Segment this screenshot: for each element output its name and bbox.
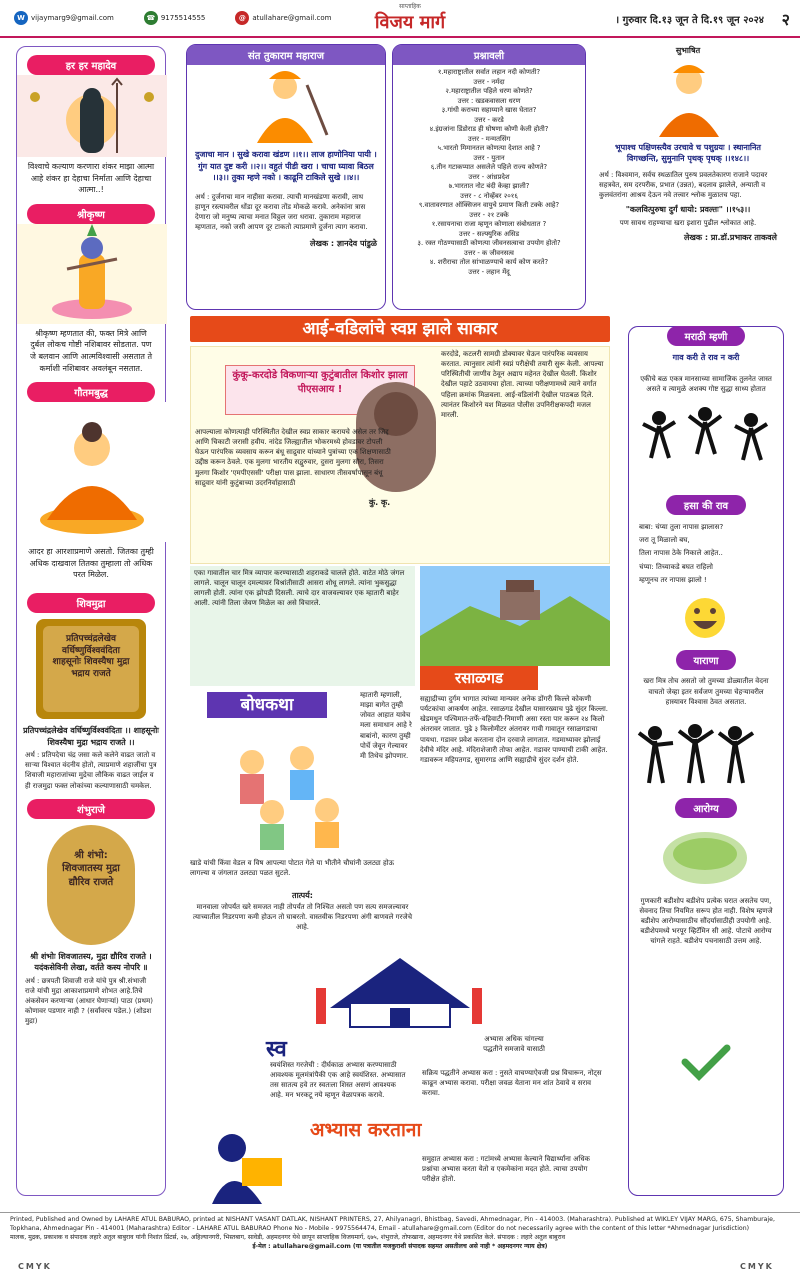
shambhuraje-seal: श्री शंभो: शिवजातस्य मुद्रा द्यौरिव राजते — [47, 825, 135, 945]
feature-col2: करदोडे, कटलरी सामग्री डोक्यावर घेऊन पारंपरिक व्यवसाय करतात. त्यानुसार त्यांनी स्वप्नं परीक्षेची तयारी सुरू केली. आपल्या परिस्थितीची जाणीव ठेवून अद्याप महेनत देखील घेतली. किशोर देखील पहाटे उठवायचा होता. त्याच्या परीक्षणामध्ये त्याने वर्गात पहिला क्रमांक मिळवला. आई-वडिलांनी देखील पाठबळ दिले. त्यानंतर किशोरने यश मिळवत पोलीस उपनिरीक्षकपदी मजल मारली. — [441, 350, 604, 419]
study-left: स्वयंशिस्त गरजेची : दीर्घकाळ अभ्यास करण्यासाठी आवश्यक मूलमंत्रांपैकी एक आहे स्वयंशिस्त. अभ्यासात तस सातत्य हवे तर स्वतःला शिस्त असणं आवश्यक आहे. मन भरकटू नये म्हणून वेळापत्रक करावे. — [270, 1061, 406, 1100]
feature-title: आई-वडिलांचे स्वप्न झाले साकार — [190, 316, 610, 342]
feature-col1: आपल्याला कोणत्याही परिस्थितीत देखील स्वप्न साकार करायचे असेल तर जिद्द आणि चिकाटी जरासी हवीय. नांदेड जिल्ह्यातील भोकरमध्ये होवडावर टोपली घेऊन पारंपरिक व्यवसाय करून बंधू साद्रुवार यांच्याने पुत्रांच्या एक शिक्षणासाठी उद्दीष्ठ करून ठेवले. एक मुलगा भारतीय सद्वुरुवार, दुसरा मुलगा सौरा, तिसरा मुलगा किशोर 'एमपीएससी' परीक्षा पास झाला. साधारण तीसवर्षापासून बंधू साद्रुवार यांनी कुटुंबाच्या उदरनिर्वाहासाठी — [195, 428, 391, 487]
buddha-illustration — [17, 402, 167, 542]
quiz-answer: उत्तर - लहान मेंदू — [468, 267, 510, 276]
quiz-answer: उत्तर - युतान — [473, 153, 505, 162]
phone-contact[interactable]: ☎ 9175514555 — [144, 11, 206, 25]
joke-line: चंप्या: तिच्याकडे बघत राहिलो — [639, 562, 713, 571]
tukaram-verse: दुजाचा मान । सुखे करावा खंडण ।।१।। लाज हाणोनिया पायी । गुंग यात दुष्ट करी ।।२।। वहुतं पीडी खरा । चाचा घ्यावा बिठल ।।३।। तुका म्हणे नको । काढूनि टाकिले सुखे ।।४।। — [195, 150, 377, 183]
joke-line: म्हणूनच तर नापास झालो ! — [639, 576, 707, 585]
cmyk-mark-right: CMYK — [740, 1262, 774, 1271]
rasalgad-photo — [420, 566, 610, 666]
shivmudra-seal: प्रतिपच्चंद्रलेखेव वर्धिष्णुर्विश्ववंदिता शाहसूनोः शिवस्यैषा मुद्रा भद्राय राजते — [36, 619, 146, 719]
quiz-answer: उत्तर - मन्मतसिंग — [467, 134, 511, 143]
fort-title: रसाळगड — [420, 666, 538, 690]
imprint-english: Printed, Published and Owned by LAHARE ATUL BABURAO, printed at NISHANT VASANT DATLAK, NISHANT PRINTERS, 27, Ahilyanagri, Bhistbag, Savedi, Ahmednagar, Pin - 414003. (Maharashtra). Published at WIKLEY VIJAY MARG, 675, Shamburaje, Topkhana, Ahmednagar Pin - 414001 (Maharashtra) Editor - LAHARE ATUL BABURAO Phone No - Mobile - 9975564474, Email - atullahare@gmail.com (Editor do not necessarily agree with the content of this letter *Ahmednagar Jurisdiction) — [10, 1216, 775, 1232]
imprint-marathi: मालक, मुद्रक, प्रकाशक व संपादक लहारे अतुल बाबुराव यांनी निशांत प्रिंटर्स, २७, अहिल्यानगरी, भिस्तबाग, सावेडी, अहमदनगर येथे छापून साप्ताहिक विजयमार्ग, ६७५, शंभुराजे, तोफखाना, अहमदनगर येथे प्रकाशित केले. संपादक : लहारे अतुल बाबुराव — [10, 1233, 566, 1241]
feature-body — [190, 346, 610, 564]
shambhuraje-verse: श्री शंभोः शिवजातस्य, मुद्रा द्यौरिव राजते । यदंकसेविनी लेखा, वर्तते कस्य नोपरि ॥ — [30, 951, 152, 973]
quiz-question: १.रसायनाचा राजा म्हणून कोणाला संबोधतात ? — [431, 220, 547, 229]
joke-line: जरा तू मिळालो बघ, — [639, 536, 690, 545]
shivmudra-meaning: अर्थ : प्रतिपदेचा चंद्र जसा कले कलेने वाढत जातो व साऱ्या विश्वात वंदनीय होतो, त्याप्रमाणे शहाजींचा पुत्र शिवाजी महाराजांच्या मुद्रेचा लौकिक वाढत जाईल व ही राजमुद्रा फक्त लोकांच्या कल्याणासाठी चमकेल. — [25, 751, 157, 790]
study-intro: अभ्यास अधिक चांगल्या पद्धतीने समजावे यासाठी — [483, 1035, 545, 1054]
feature-credit: कुं. कृ. — [369, 498, 391, 507]
checkmark-icon — [629, 1042, 781, 1082]
imprint-email-line: ई-मेल : atullahare@gmail.com (या पत्रातील मजकुराशी संपादक सहमत असतीलच असे नाही * अहमदनगर न्याय क्षेत्र) — [252, 1242, 548, 1250]
tukaram-title: संत तुकाराम महाराज — [187, 45, 385, 65]
quiz-question: ३. रक्त गोठण्यासाठी कोणत्या जीवनसत्वाचा उपयोग होतो? — [417, 239, 561, 248]
yarana-text: खरा मित्र तोच असतो जो तुमच्या डोळ्यातील वेदना वाचतो जेव्हा इतर सर्वजण तुमच्या चेहऱ्यावरील हास्यावर विश्वास ठेवत असतात. — [643, 677, 769, 706]
page-number: २ — [781, 10, 790, 29]
cmyk-mark-left: CMYK — [18, 1262, 52, 1271]
quiz-answer: उत्तर - २१ टक्के — [469, 210, 509, 219]
quiz-answer: उत्तर : खडकवासला धरण — [457, 96, 521, 105]
yarana-title: याराणा — [676, 650, 737, 670]
right-panel — [628, 326, 784, 1196]
tukaram-box — [186, 44, 386, 310]
krishna-text: श्रीकृष्ण म्हणतात की, फक्त मित्रे आणि दुर्बल लोकच गोष्टी नशिबावर सोडतात. पण जे बलवान आणि आत्मविश्वासी असतात ते कर्माशी नशिबावर अवलंबून नसतात. — [29, 328, 153, 373]
section-title-shivmudra: शिवमुद्रा — [27, 593, 155, 613]
children-reading-illustration — [212, 722, 357, 852]
tale-p3: खाडे यांची किंवा वेडल व विष आपल्या पोटात गेले या भीतीने चौघांनी उलट्या होऊ लागल्या व जंगलात उलट्या पळत सुटले. — [190, 859, 394, 878]
quiz-answer: उत्तर - सल्फ्युरिक असिड — [458, 229, 520, 238]
tale-title: बोधकथा — [207, 692, 327, 718]
quiz-answer: उत्तर - आंध्रप्रदेश — [468, 172, 510, 181]
email-contact-2[interactable]: @ atullahare@gmail.com — [235, 11, 331, 25]
joke-line: तिला नापास ठेके निकाले आहेत.. — [639, 549, 723, 558]
quiz-question: ९.वातावरणात ऑक्सिजन वायुचे प्रमाण किती टक्के आहे? — [418, 201, 560, 210]
subhashit-meaning: अर्थ : विश्वमान, सर्वच स्थळातिल पुरुष प्रवलतेकारण राजाने पदावर सहत्रवेत, सम दरपरीक, प्रभात (उन्नत), बदलाव झालेले, अन्याती व कुलवंतरांना आश्रय देऊन नवे तत्त्वार श्लोक मुळातच पहा. — [599, 170, 768, 200]
imprint-footer — [0, 1212, 800, 1262]
feature-subtitle: कुंकू-करदोडे विकणाऱ्या कुटुंबातील किशोर झाला पीएसआय ! — [225, 365, 415, 415]
jokes-list — [629, 515, 783, 593]
whatsapp-icon: ☎ — [144, 11, 158, 25]
tale-moral-label: तात्पर्य: — [292, 891, 313, 900]
joke-line: बाबा: चंप्या तुला नापास झालास? — [639, 522, 724, 531]
fort-text: सह्याद्रीच्या दुर्गम भागात त्यांच्या मान्यवर अनेक डोंगरी किल्ले कोकणी पर्यटकांचा आकर्षण आहेत. रसाळगड देखील यासारख्याच पुढे सुंदर किल्ला. खेडमधुन पश्चिमात-तर्फे-वहिवाटी-निमाणी असा रस्ता पार करून २४ किलो अंतरावर जातात. पुढे ३ किलोमीटर अंतरावर गावी गावातून रसाळगडाचा पायथा. गडावर प्रवेश करताना दोन दरवाजे लागतात. गडमाथ्यावर झोलाई देवीचे मंदिर आहे. मंदिराशेजारी तोफा आहेत. गडावर पाण्याची टाकी आहेत. गडावरून महिपतगड, सुमारगड आणि सह्याद्रीचे सुंदर दर्शन होते. — [420, 694, 608, 954]
friends-illustration — [629, 713, 781, 793]
jokes-title: हसा की राव — [666, 495, 746, 515]
marathi-proverb: गाव करी ते राव न करी — [672, 353, 740, 362]
fennel-bowl-illustration — [629, 818, 781, 892]
quiz-question: २.महाराष्ट्रातील पहिले धरण कोणते? — [445, 87, 533, 96]
quiz-list — [393, 65, 585, 280]
subhashit-box — [592, 44, 784, 310]
marathi-title: मराठी म्हणी — [667, 326, 746, 346]
quiz-question: ३.गांधी कराच्या सहाय्याने खास घेतात? — [441, 106, 537, 115]
left-panel — [16, 46, 166, 1196]
tale-p2: म्हातारी म्हणाली, माझा बागेत तुम्ही जोवत आहात यावेच मला समाधान आहे रे बाबांनो, कारण तुम्ही पोर्चे जेवून गेल्यावर मी तिथेच झोपणार. — [360, 691, 412, 760]
section-title-buddha: गौतमबुद्ध — [27, 382, 155, 402]
quiz-question: ४. शरीराचा तोल सांभाळण्याचे कार्य कोण करते? — [429, 258, 549, 267]
study-right: सक्रिय पद्धतीने अभ्यास करा : नुसते वाचण्याऐवजी प्रश्न विचारून, नोट्स काढून अभ्यास करावा. परीक्षा जवळ येताना मन शांत ठेवावे व सराव करावा. — [422, 1069, 602, 1098]
dateline: । गुरुवार दि.१३ जून ते दि.१९ जून २०२४ — [615, 15, 764, 26]
quiz-question: ६.तीन गटाकप्यात असलेले पहिले राज्य कोणते? — [430, 163, 548, 172]
sage-illustration — [593, 57, 785, 139]
email-contact[interactable]: W vijaymarg9@gmail.com — [14, 11, 114, 25]
laughing-emoji-icon — [629, 593, 781, 643]
subhashit-title: सुभाषित — [675, 46, 701, 55]
quiz-question: १.महाराष्ट्रातील सर्वात लहान नदी कोणती? — [437, 68, 541, 76]
section-title-shambhuraje: शंभुराजे — [27, 799, 155, 819]
quiz-title: प्रश्नावली — [393, 45, 585, 65]
tale-top — [190, 566, 415, 686]
shivmudra-verse: प्रतिपच्चंद्रलेखेव वर्धिष्णुर्विश्ववंदिता ।। शाहसूनोः शिवस्यैषा मुद्रा भद्राय राजते ।। — [23, 725, 159, 747]
web-icon: W — [14, 11, 28, 25]
subhashit-line2: पण सावध राहण्याचा खरा इशारा पुढील श्लोकात आहे. — [619, 218, 757, 227]
quiz-box — [392, 44, 586, 310]
tale-moral: मानवाला जोपर्यंत खरे समजत नाही तोपर्यंत तो निश्चित असतो पण सत्य समजल्यावर त्याच्यातील निडरपणा कमी होऊन तो घाबरतो. वास्तवीक निडरपणा अंगी बाणवले गरजेचे आहे. — [192, 903, 413, 932]
school-house-illustration — [310, 948, 490, 1028]
quiz-answer: उत्तर - नर्मदा — [473, 77, 505, 86]
study-title-prefix: स्व — [266, 1037, 287, 1062]
section-title-mahadev: हर हर महादेव — [27, 55, 155, 75]
tukaram-author: लेखक : ज्ञानदेव पांडुळे — [310, 239, 377, 249]
subhashit-author: लेखक : प्रा.डॉ.प्रभाकर ताकवले — [683, 232, 777, 242]
brand-logo: साप्ताहिक विजय मार्ग — [374, 3, 446, 33]
shambhuraje-meaning: अर्थ : छत्रपती शिवाजी राजे यांचे पुत्र श्री.संभाजी राजे यांची मुद्रा आकाशाप्रमाणे शोभत आहे.तिचे अंकसेवन करणाऱ्या (आधार घेणाऱ्यां) पाठा (प्रथम) कोणावर पडणार नाही ? (सर्वांवरच पडेल.) (शोडश मुद्रा) — [25, 976, 153, 1026]
jumping-people-illustration — [629, 398, 781, 490]
tukaram-meaning: अर्थ : दुर्जनाचा मान नाहीसा करावा. त्याची मानखंडणा करावी, लाथ हाणून रस्त्यावरील धोंडा दूर करावा तोंड मोकळे करावे. अनेकांना त्रास देणारा जो मनुष्य त्याचा मनात विठ्ठल जरा धरावा. तुकाराम महाराज म्हणतात, नको जसी आपण दूर टाकतो त्याप्रमाणे दुर्जना त्याग करावा. — [195, 192, 368, 232]
quiz-question: ५.भारतो मिमानतल कोणत्या देशात आहे ? — [437, 144, 541, 153]
shiva-illustration — [17, 75, 167, 157]
tale-p1: एका गावातील चार मित्र व्यापार करण्यासाठी शहराकडे चालले होते. वाटेत मोठे जंगल लागले. चालून चालून दमल्यावर विश्रांतीसाठी आसरा शोधू लागले. त्यांना भुकसुद्धा लागली होती. त्यांना एक झोपडी दिसली. त्याचे दार वाजवल्यावर एक म्हातारी बाहेर आली. त्यांनी तिला जेवण मिळेल का असे विचारले. — [194, 569, 405, 608]
buddha-text: आदर हा आरशाप्रमाणे असतो. जितका तुम्ही अधिक दाखवाल तितका तुम्हाला तो अधिक परत मिळेल. — [28, 547, 154, 580]
mail-icon: @ — [235, 11, 249, 25]
quiz-question: ७.भारतात नोट बंदी केव्हा झाली? — [448, 182, 530, 191]
quiz-answer: उत्तर - ८ नोव्हेंबर २०१६ — [460, 191, 518, 200]
study-title: अभ्यास करताना — [310, 1119, 422, 1141]
krishna-illustration — [17, 224, 167, 324]
quiz-answer: उत्तर - क जीवनसत्व — [464, 248, 514, 257]
section-title-krishna: श्रीकृष्ण — [27, 204, 155, 224]
quiz-answer: उत्तर - करडे — [474, 115, 504, 124]
marathi-text: एकीचे बळ एकत्र मानसाच्या सामाजिक तुलनेत जास्त असते व त्यामुळे अशक्य गोष्ट सुद्धा साध्य होतात — [640, 374, 772, 393]
reading-child-illustration — [192, 1118, 302, 1204]
quiz-question: ४.इंग्रजांना डिंडोराड ही घोषणा कोणी केली होती? — [429, 125, 549, 134]
mahadev-text: विश्वाचे कल्याण करणारा शंकर माझा आत्मा आहे शंकर हा देहाचा निर्माता आणि देहाचा आत्मा..! — [27, 162, 155, 195]
study-bottom: समुहात अभ्यास करा : गटांमध्ये अभ्यास केल्याने विद्यार्थ्यांना अधिक प्रश्नांचा अभ्यास करता येतो व एकमेकांना मदत होते. त्याचा उपयोग परीक्षेत होतो. — [422, 1155, 590, 1184]
health-title: आरोग्य — [675, 798, 737, 818]
study-section — [190, 948, 610, 1206]
subhashit-verse: भूपाश्च पक्षिणस्त्यैव उरचावे च पशुग्रयः । स्थानानित विगच्छन्ति, सुमुनानि पृथक् पृथक् ।।१४८।। — [615, 142, 761, 164]
health-text: गुणकारी बडीशोप बडीशेप प्रत्येक घरात असतेच पण, सेवनाद तिचा नियमित सरूप होत नाही. विशेष म्हणजे बडीशेप आरोग्यासाठीच सौंदर्यासाठीही उपयोगी आहे. बडीशेपमध्ये भरपूर व्हिटॅमिन सी आहे. पोटाचे आरोग्य चांगले राहते. बडीशेप पचनासाठी उत्तम आहे. — [639, 896, 773, 946]
tukaram-illustration — [187, 65, 383, 145]
subhashit-quote: "कलवित्पुरुषा दुर्गं धायो: प्रवल्तः" ।।१५३।। — [625, 205, 751, 215]
